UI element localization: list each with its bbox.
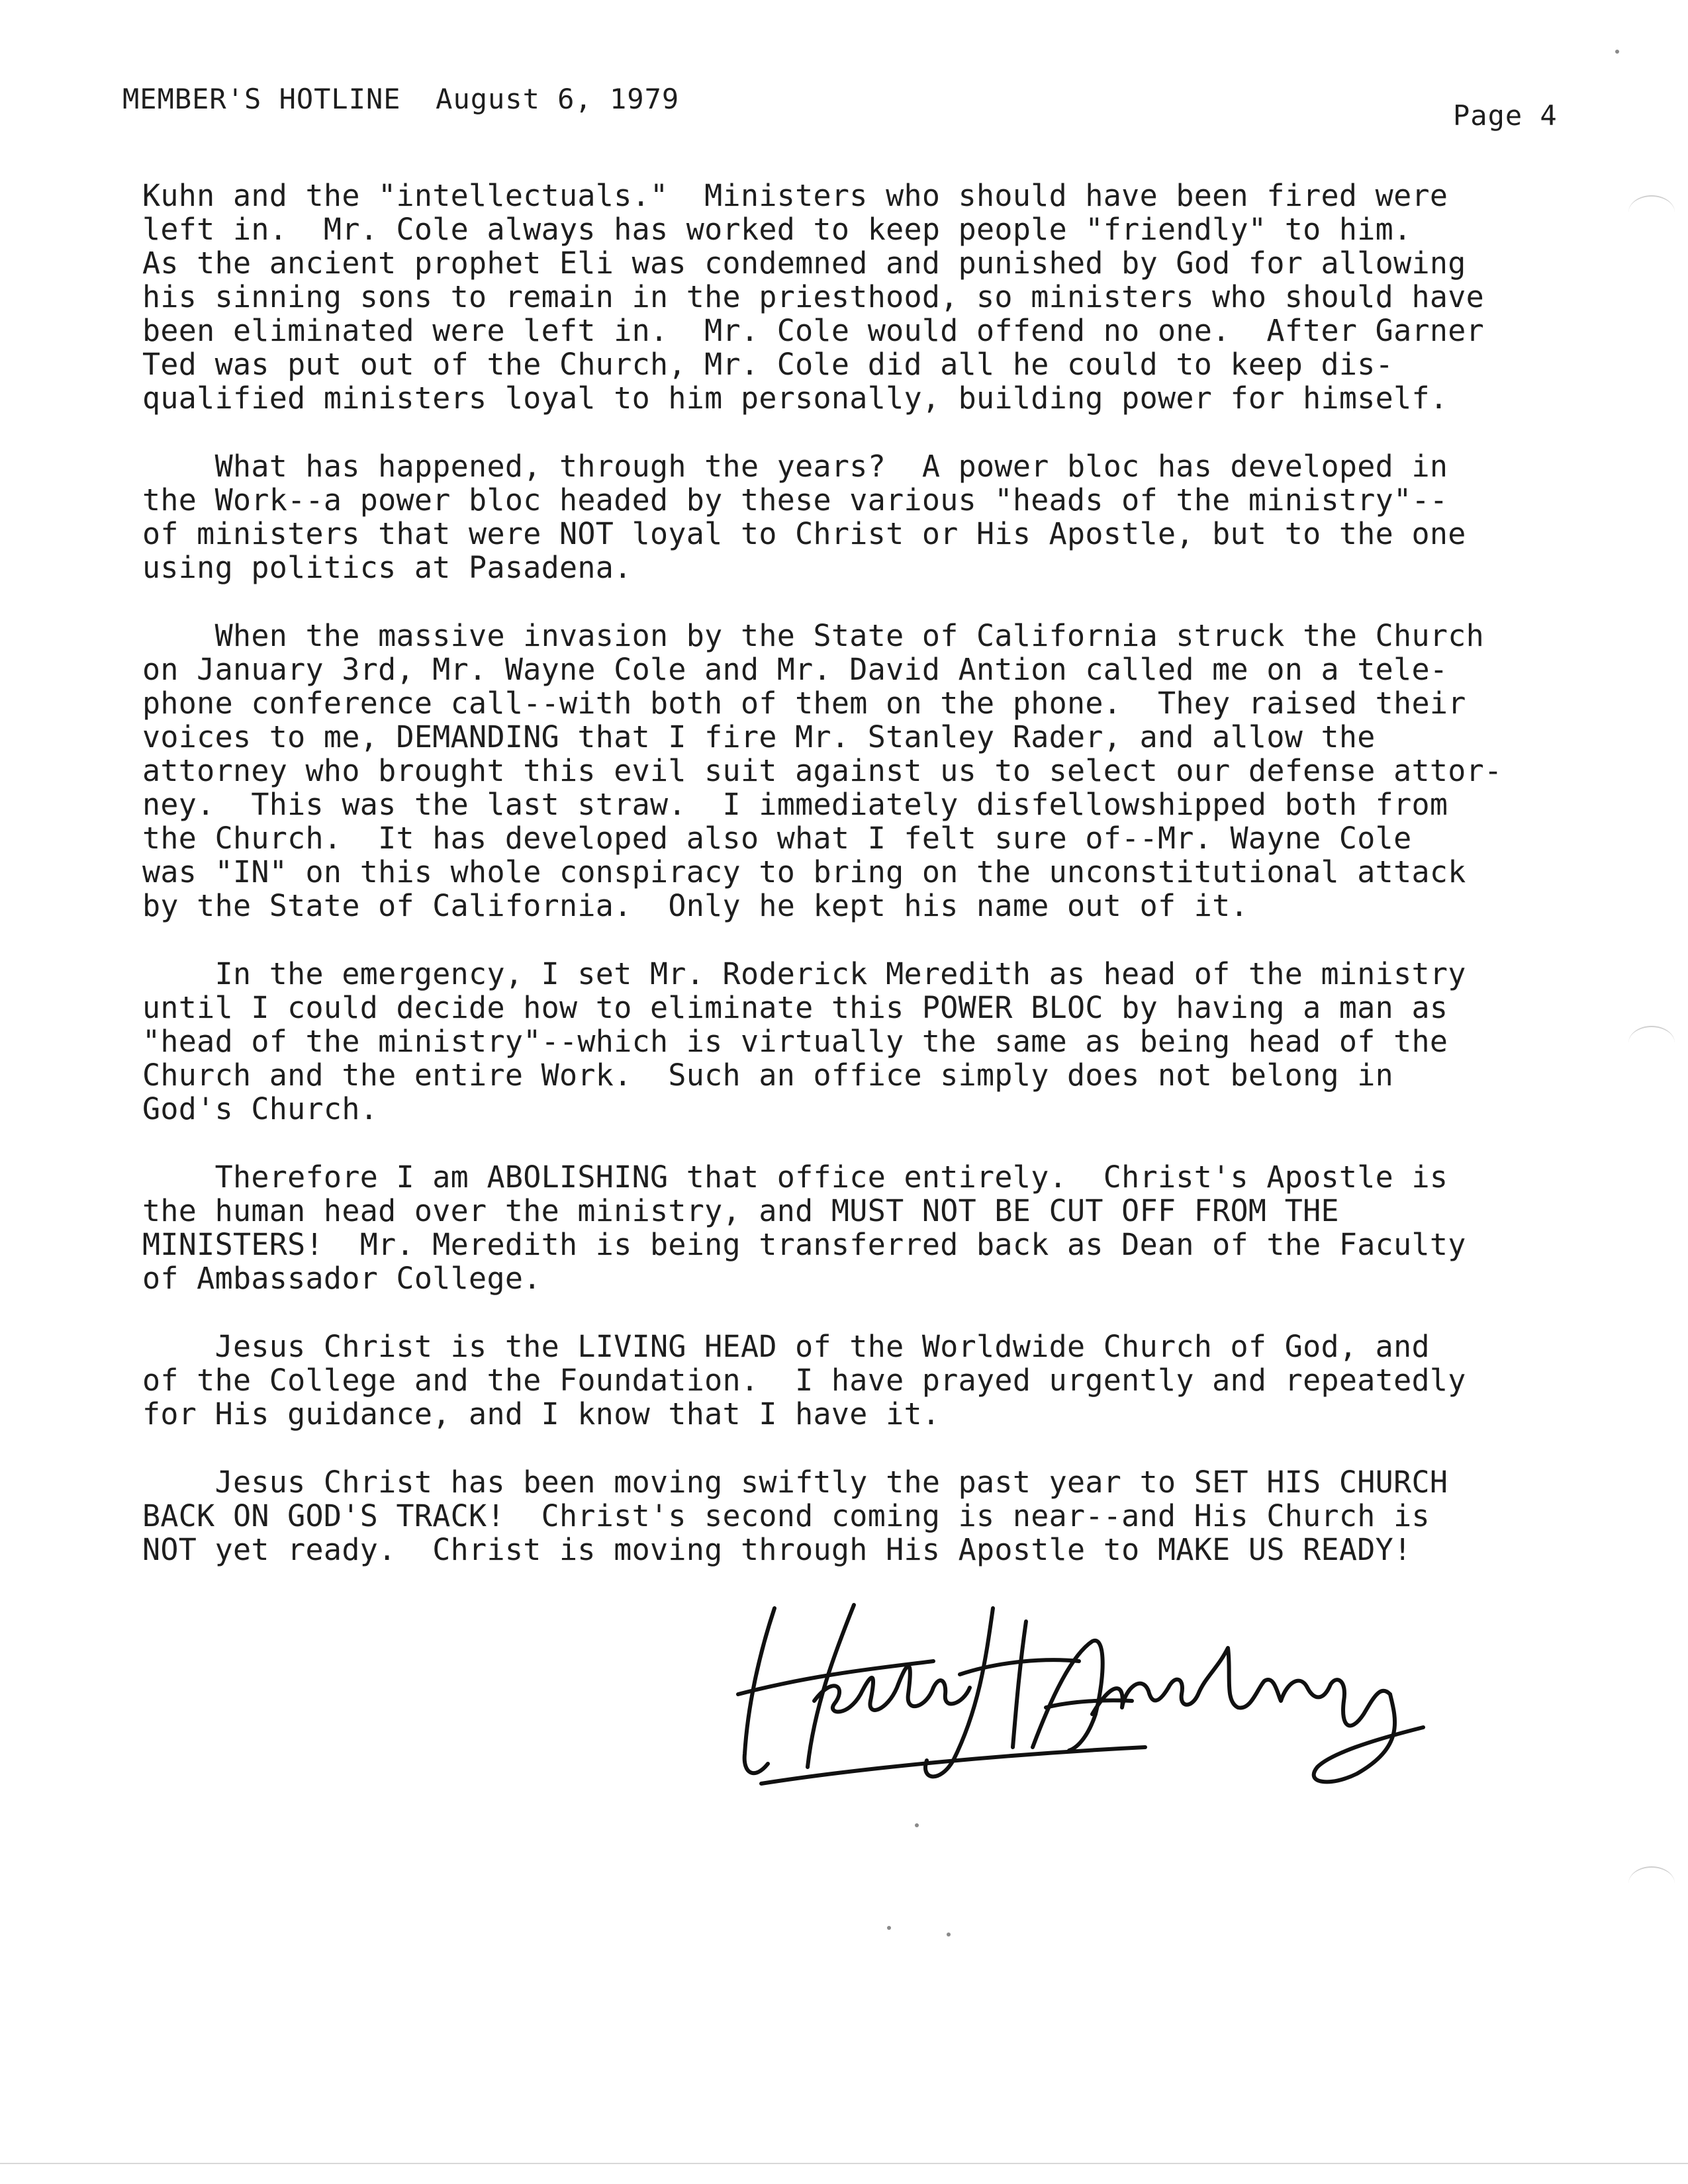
text-line: left in. Mr. Cole always has worked to keep people "friendly" to him. <box>142 212 1412 247</box>
text-line: the Work--a power bloc headed by these various "heads of the ministry"-- <box>142 482 1448 518</box>
text-line: until I could decide how to eliminate this POWER BLOC by having a man as <box>142 990 1448 1025</box>
handwritten-signature <box>735 1595 1436 1794</box>
paragraph <box>142 619 1625 923</box>
scan-bottom-edge <box>0 2163 1688 2164</box>
text-line: of Ambassador College. <box>142 1261 541 1296</box>
text-line: Ted was put out of the Church, Mr. Cole did all he could to keep dis- <box>142 347 1394 382</box>
text-line: qualified ministers loyal to him personally, building power for himself. <box>142 381 1448 416</box>
text-line: attorney who brought this evil suit against us to select our defense attor- <box>142 753 1503 788</box>
text-line: Church and the entire Work. Such an office simply does not belong in <box>142 1058 1394 1093</box>
paragraph <box>142 1330 1625 1431</box>
text-line: of the College and the Foundation. I have prayed urgently and repeatedly <box>142 1363 1466 1398</box>
text-line: by the State of California. Only he kept his name out of it. <box>142 888 1248 923</box>
scan-speck <box>887 1926 891 1930</box>
scan-speck <box>915 1823 919 1827</box>
text-line: was "IN" on this whole conspiracy to bring on the unconstitutional attack <box>142 854 1466 889</box>
page-number: Page 4 <box>1453 99 1558 132</box>
text-line: the human head over the ministry, and MUST NOT BE CUT OFF FROM THE <box>142 1193 1339 1228</box>
text-line: What has happened, through the years? A power bloc has developed in <box>142 449 1448 484</box>
text-line: voices to me, DEMANDING that I fire Mr. Stanley Rader, and allow the <box>142 719 1376 754</box>
text-line: When the massive invasion by the State of California struck the Church <box>142 618 1485 653</box>
text-line: As the ancient prophet Eli was condemned and punished by God for allowing <box>142 246 1466 281</box>
paragraph <box>142 1160 1625 1295</box>
text-line: phone conference call--with both of them on the phone. They raised their <box>142 686 1466 721</box>
text-line: MINISTERS! Mr. Meredith is being transferred back as Dean of the Faculty <box>142 1227 1466 1262</box>
letter-body <box>142 179 1625 1601</box>
text-line: of ministers that were NOT loyal to Christ or His Apostle, but to the one <box>142 516 1466 551</box>
text-line: using politics at Pasadena. <box>142 550 632 585</box>
text-line: Kuhn and the "intellectuals." Ministers who should have been fired were <box>142 178 1448 213</box>
text-line: for His guidance, and I know that I have it. <box>142 1396 941 1432</box>
newsletter-date: August 6, 1979 <box>436 83 680 115</box>
newsletter-title: MEMBER'S HOTLINE <box>122 83 401 115</box>
text-line: Jesus Christ is the LIVING HEAD of the Worldwide Church of God, and <box>142 1329 1430 1364</box>
page-header <box>122 83 679 115</box>
text-line: God's Church. <box>142 1091 379 1126</box>
text-line: been eliminated were left in. Mr. Cole would offend no one. After Garner <box>142 313 1485 348</box>
scan-speck <box>947 1933 951 1936</box>
paragraph <box>142 957 1625 1126</box>
punch-hole-mark <box>1628 1866 1675 1901</box>
punch-hole-mark <box>1628 1026 1675 1060</box>
text-line: "head of the ministry"--which is virtually the same as being head of the <box>142 1024 1448 1059</box>
text-line: Jesus Christ has been moving swiftly the past year to SET HIS CHURCH <box>142 1465 1448 1500</box>
text-line: his sinning sons to remain in the priesthood, so ministers who should have <box>142 279 1485 314</box>
text-line: the Church. It has developed also what I felt sure of--Mr. Wayne Cole <box>142 821 1412 856</box>
paragraph <box>142 1465 1625 1567</box>
text-line: In the emergency, I set Mr. Roderick Meredith as head of the ministry <box>142 956 1466 991</box>
punch-hole-mark <box>1628 195 1675 230</box>
text-line: ney. This was the last straw. I immediately disfellowshipped both from <box>142 787 1448 822</box>
text-line: Therefore I am ABOLISHING that office entirely. Christ's Apostle is <box>142 1160 1448 1195</box>
text-line: on January 3rd, Mr. Wayne Cole and Mr. David Antion called me on a tele- <box>142 652 1448 687</box>
paragraph <box>142 449 1625 584</box>
text-line: BACK ON GOD'S TRACK! Christ's second coming is near--and His Church is <box>142 1498 1430 1533</box>
paragraph <box>142 179 1625 415</box>
scan-speck <box>1615 50 1619 54</box>
text-line: NOT yet ready. Christ is moving through His Apostle to MAKE US READY! <box>142 1532 1412 1567</box>
